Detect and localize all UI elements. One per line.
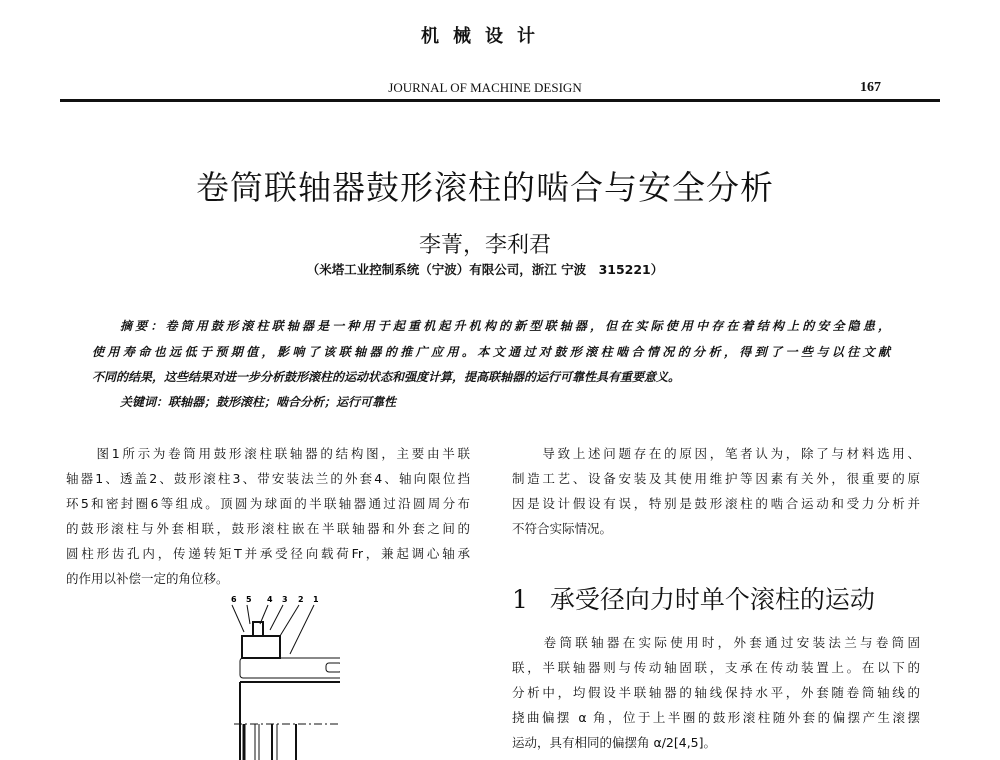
journal-name-en: JOURNAL OF MACHINE DESIGN	[388, 80, 582, 95]
affiliation: （米塔工业控制系统（宁波）有限公司，浙江 宁波 315221）	[306, 262, 664, 277]
section-title: 承受径向力时单个滚柱的运动	[549, 585, 875, 614]
abstract-line: 摘要：卷筒用鼓形滚柱联轴器是一种用于起重机起升机构的新型联轴器，但在实际使用中存在着结构上的安全隐患，	[120, 319, 890, 333]
body-line: 运动，具有相同的偏摆角 α/2[4,5]。	[512, 735, 717, 750]
header-rule	[60, 99, 940, 102]
body-line: 挠曲偏摆 α 角，位于上半圈的鼓形滚柱随外套的偏摆产生滚摆	[512, 710, 920, 725]
body-line: 图1所示为卷筒用鼓形滚柱联轴器的结构图，主要由半联	[66, 446, 470, 461]
figure-label: 5	[246, 595, 252, 604]
body-line: 分析中，均假设半联轴器的轴线保持水平，外套随卷筒轴线的	[512, 685, 920, 700]
figure-label: 1	[313, 595, 319, 604]
body-line: 导致上述问题存在的原因，笔者认为，除了与材料选用、	[512, 446, 920, 461]
page-number: 167	[860, 80, 881, 95]
body-line: 卷筒联轴器在实际使用时，外套通过安装法兰与卷筒固	[512, 635, 920, 650]
body-line: 的作用以补偿一定的角位移。	[66, 571, 229, 586]
body-line: 轴器1、透盖2、鼓形滚柱3、带安装法兰的外套4、轴向限位挡	[66, 471, 470, 486]
authors: 李菁，李利君	[418, 233, 551, 258]
figure-label: 3	[282, 595, 288, 604]
figure-label: 2	[298, 595, 304, 604]
figure-label: 4	[267, 595, 273, 604]
journal-name-cn: 机械设计	[421, 26, 549, 47]
article-title: 卷筒联轴器鼓形滚柱的啮合与安全分析	[196, 168, 774, 207]
figure-label: 6	[231, 595, 237, 604]
body-line: 因是设计假设有误，特别是鼓形滚柱的啮合运动和受力分析并	[512, 496, 920, 511]
body-line: 圆柱形齿孔内，传递转矩T并承受径向载荷Fr，兼起调心轴承	[66, 546, 470, 561]
abstract-line: 不同的结果，这些结果对进一步分析鼓形滚柱的运动状态和强度计算，提高联轴器的运行可靠性具有重要意义。	[92, 370, 681, 384]
body-line: 环5和密封圈6等组成。顶圆为球面的半联轴器通过沿圆周分布	[66, 496, 470, 511]
body-line: 的鼓形滚柱与外套相联，鼓形滚柱嵌在半联轴器和外套之间的	[66, 521, 470, 536]
abstract-line: 使用寿命也远低于预期值，影响了该联轴器的推广应用。本文通过对鼓形滚柱啮合情况的分析，得到了一些与以往文献	[92, 345, 890, 359]
section-heading	[512, 580, 897, 616]
keywords: 关键词：联轴器；鼓形滚柱；啮合分析；运行可靠性	[120, 395, 397, 409]
body-line: 制造工艺、设备安装及其使用维护等因素有关外，很重要的原	[512, 471, 920, 486]
coupling-structure-figure	[200, 592, 340, 760]
section-number: 1	[512, 585, 528, 614]
body-line: 联，半联轴器则与传动轴固联，支承在传动装置上。在以下的	[512, 660, 920, 675]
body-line: 不符合实际情况。	[512, 521, 613, 536]
